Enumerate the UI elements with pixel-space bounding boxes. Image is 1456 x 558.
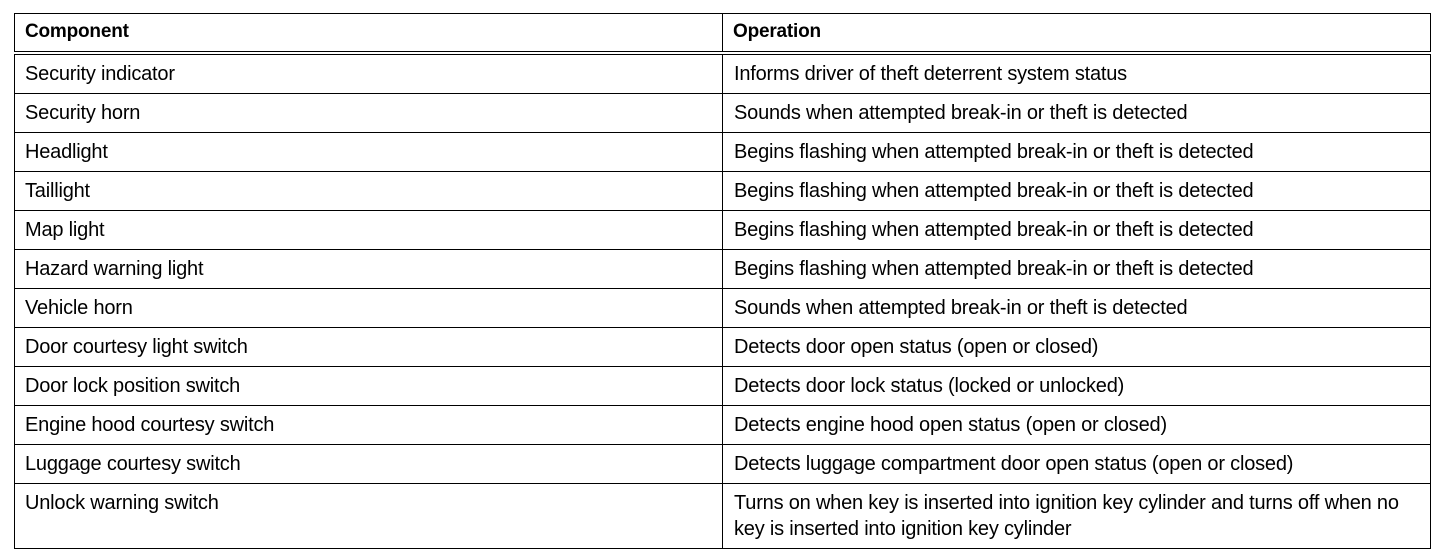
table-row: [15, 250, 1431, 289]
component-cell: Door lock position switch: [15, 367, 723, 406]
table-row: [15, 484, 1431, 549]
column-header-component: Component: [15, 14, 723, 54]
component-cell: Map light: [15, 211, 723, 250]
operation-cell: Detects luggage compartment door open status (open or closed): [723, 445, 1431, 484]
table-row: [15, 172, 1431, 211]
table-row: [15, 367, 1431, 406]
operation-cell: Begins flashing when attempted break-in or theft is detected: [723, 250, 1431, 289]
operation-cell: Begins flashing when attempted break-in or theft is detected: [723, 172, 1431, 211]
table-row: [15, 289, 1431, 328]
table-row: [15, 53, 1431, 94]
operation-cell: Detects engine hood open status (open or closed): [723, 406, 1431, 445]
table-row: [15, 445, 1431, 484]
column-header-operation: Operation: [723, 14, 1431, 54]
operation-cell: Sounds when attempted break-in or theft is detected: [723, 94, 1431, 133]
component-operation-table: [14, 13, 1431, 549]
component-cell: Hazard warning light: [15, 250, 723, 289]
component-cell: Vehicle horn: [15, 289, 723, 328]
operation-cell: Detects door open status (open or closed): [723, 328, 1431, 367]
table-row: [15, 406, 1431, 445]
table-row: [15, 94, 1431, 133]
operation-cell: Turns on when key is inserted into ignition key cylinder and turns off when no key is inserted into ignition key cylinder: [723, 484, 1431, 549]
operation-cell: Detects door lock status (locked or unlocked): [723, 367, 1431, 406]
component-cell: Door courtesy light switch: [15, 328, 723, 367]
component-cell: Luggage courtesy switch: [15, 445, 723, 484]
table-row: [15, 211, 1431, 250]
component-cell: Taillight: [15, 172, 723, 211]
component-cell: Security horn: [15, 94, 723, 133]
operation-cell: Begins flashing when attempted break-in or theft is detected: [723, 211, 1431, 250]
operation-cell: Sounds when attempted break-in or theft is detected: [723, 289, 1431, 328]
table-header-row: [15, 14, 1431, 54]
component-cell: Engine hood courtesy switch: [15, 406, 723, 445]
table-row: [15, 328, 1431, 367]
component-cell: Unlock warning switch: [15, 484, 723, 549]
operation-cell: Informs driver of theft deterrent system status: [723, 53, 1431, 94]
component-cell: Headlight: [15, 133, 723, 172]
operation-cell: Begins flashing when attempted break-in or theft is detected: [723, 133, 1431, 172]
component-cell: Security indicator: [15, 53, 723, 94]
table-row: [15, 133, 1431, 172]
